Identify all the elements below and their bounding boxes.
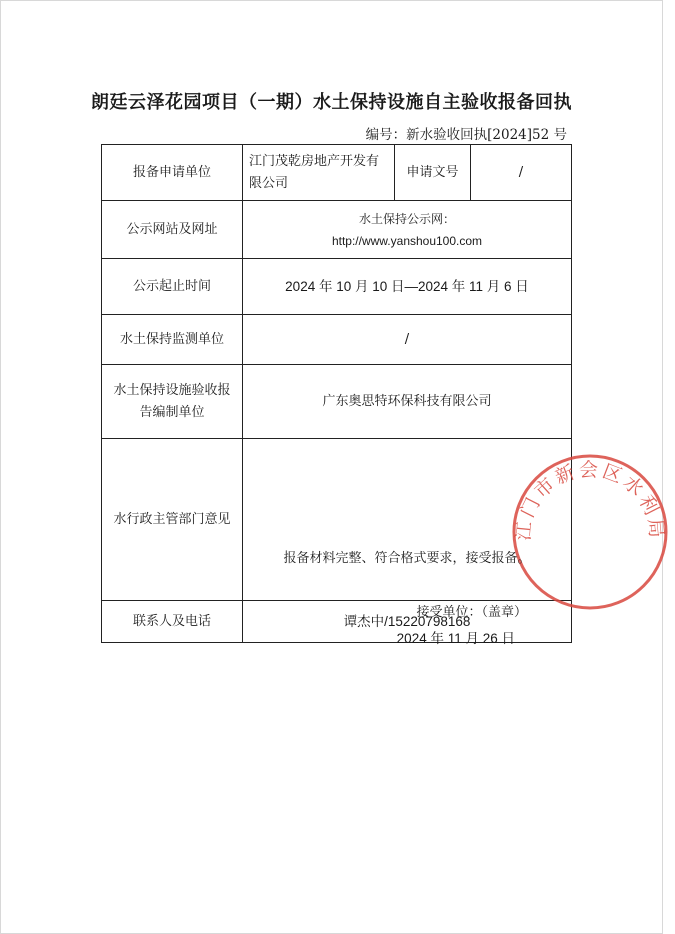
period-label: 公示起止时间 [102, 259, 243, 315]
report-unit-label: 水土保持设施验收报告编制单位 [102, 365, 243, 439]
contact-value: 谭杰中/15220798168 [243, 601, 572, 643]
website-url: http://www.yanshou100.com [331, 233, 483, 248]
receipt-table [101, 144, 668, 646]
document-title: 朗廷云泽花园项目（一期）水土保持设施自主验收报备回执 [91, 92, 572, 113]
opinion-receiver: 接受单位：（盖章） [416, 604, 527, 620]
table-row [102, 365, 572, 439]
table-row [102, 145, 572, 201]
document-number: 编号：新水验收回执[2024]52 号 [365, 127, 567, 143]
website-name: 水土保持公示网： [358, 211, 455, 226]
table-row [102, 259, 572, 315]
opinion-date: 2024 年 11 月 26 日 [396, 630, 515, 646]
application-no-value: / [471, 145, 572, 201]
applicant-value: 江门茂乾房地产开发有限公司 [243, 145, 395, 201]
opinion-text: 报备材料完整、符合格式要求，接受报备。 [283, 550, 531, 566]
report-unit-value: 广东奥思特环保科技有限公司 [243, 365, 572, 439]
monitor-label: 水土保持监测单位 [102, 315, 243, 365]
applicant-label: 报备申请单位 [102, 145, 243, 201]
opinion-label: 水行政主管部门意见 [102, 439, 243, 601]
table-row [102, 439, 572, 601]
application-no-label: 申请文号 [395, 145, 471, 201]
website-label: 公示网站及网址 [102, 201, 243, 259]
table-row [102, 201, 572, 259]
seal-text: 江门市新会区水利局 [512, 459, 668, 542]
table-row [102, 315, 572, 365]
website-cell [243, 201, 572, 259]
monitor-value: / [243, 315, 572, 365]
contact-label: 联系人及电话 [102, 601, 243, 643]
period-value: 2024 年 10 月 10 日—2024 年 11 月 6 日 [243, 259, 572, 315]
